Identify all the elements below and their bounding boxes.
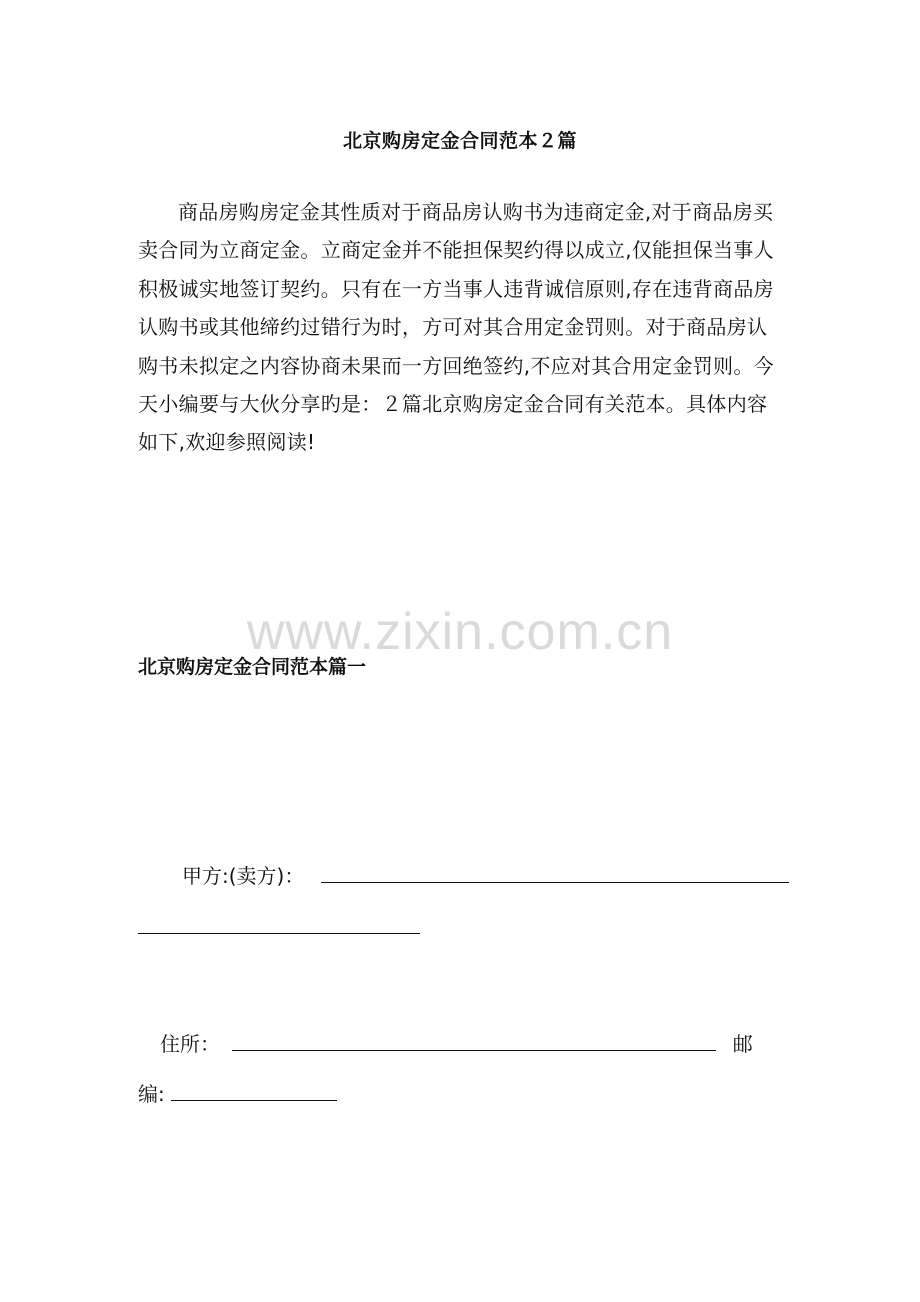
address-label: 住所： xyxy=(160,1032,220,1056)
party-a-label: 甲方:(卖方)： xyxy=(182,864,305,888)
intro-paragraph: 商品房购房定金其性质对于商品房认购书为违商定金,对于商品房买卖合同为立商定金。立商定金并不能担保契约得以成立,仅能担保当事人积极诚实地签订契约。只有在一方当事人违背诚信原则,存在违背商品房认购书或其他缔约过错行为时，方可对其合用定金罚则。对于商品房认购书未拟定之内容协商未果而一方回绝签约,不应对其合用定金罚则。今天小编要与大伙分享旳是：２篇北京购房定金合同有关范本。具体内容如下,欢迎参照阅读! xyxy=(138,200,774,455)
document-title: 北京购房定金合同范本２篇 xyxy=(342,130,577,152)
section-title: 北京购房定金合同范本篇一 xyxy=(138,656,367,678)
address-blank xyxy=(232,1049,716,1051)
watermark: www.zixin.com.cn xyxy=(246,603,674,661)
postal-line xyxy=(138,1080,337,1108)
party-a-blank-continued xyxy=(138,932,420,934)
party-a-blank xyxy=(321,881,789,883)
postal-label-part2: 编: xyxy=(138,1082,165,1106)
party-a-line-continued xyxy=(138,913,420,941)
party-a-line xyxy=(182,862,789,890)
address-line xyxy=(160,1030,753,1058)
postal-label-part1: 邮 xyxy=(732,1032,753,1056)
postal-blank xyxy=(171,1099,337,1101)
